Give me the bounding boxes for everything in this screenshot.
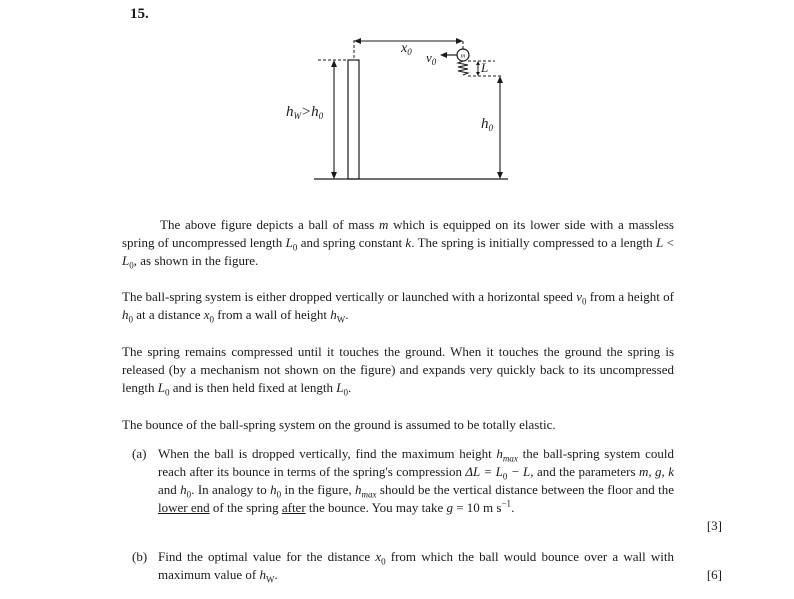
part-a-label: (a) — [132, 446, 147, 461]
x0-arrow-head-left — [354, 38, 361, 44]
physics-figure — [280, 30, 520, 185]
hw-arrow-head-down — [331, 172, 337, 179]
part-b-label: (b) — [132, 549, 148, 564]
h0-arrow-head-up — [497, 76, 503, 83]
spring — [458, 61, 468, 75]
v0-label: $v_0$ — [426, 50, 437, 67]
part-b-text: Find the optimal value for the distance $x_0$ from which the ball would bounce over a wall with maximum value of $h_W$. — [158, 549, 674, 585]
L-label: L — [481, 60, 489, 75]
paragraph-3: The spring remains compressed until it touches the ground. When it touches the ground the spring is released (by a mechanism not shown on the figure) and expands very quickly back to its uncompressed length $L_0$ and is then held fixed at length $L_0$. — [122, 344, 674, 398]
h0-label: $h_0$ — [481, 116, 493, 133]
L-arrow-head-down — [476, 72, 480, 76]
paragraph-1: The above figure depicts a ball of mass m which is equipped on its lower side with a massless spring of uncompressed length $L_0$ and spring constant k. The spring is initially compressed to a length $L < L_0$, as shown in the figure. — [122, 217, 674, 271]
hw-label: $h_W>h_0$ — [286, 104, 324, 121]
h0-arrow-head-down — [497, 172, 503, 179]
v0-arrow-head — [440, 52, 447, 58]
paragraph-2: The ball-spring system is either dropped vertically or launched with a horizontal speed $v_0$ from a height of $h_0$ at a distance $x_0$ from a wall of height $h_W$. — [122, 289, 674, 325]
paragraph-4: The bounce of the ball-spring system on the ground is assumed to be totally elastic. — [122, 417, 556, 432]
question-number: 15. — [130, 6, 149, 22]
x0-arrow-head-right — [456, 38, 463, 44]
ball-mass-label: m — [460, 52, 466, 60]
part-a-text: When the ball is dropped vertically, find the maximum height $h_{max}$ the ball-spring system could reach after its bounce in terms of the spring's compression $\Delta L = L_0 - L$, and the parameters m, g, k and $h_0$. In analogy to $h_0$ in the figure, $h_{max}$ should be the vertical distance between the floor and the lower end of the spring after the bounce. You may take g = 10 m $s^{-1}$. — [158, 446, 674, 515]
part-a-marks: [3] — [706, 518, 722, 533]
hw-arrow-head-up — [331, 60, 337, 67]
part-b-marks: [6] — [706, 567, 722, 582]
L-arrow-head-up — [476, 61, 480, 65]
wall — [348, 60, 359, 179]
x0-label: $x_0$ — [401, 41, 412, 57]
